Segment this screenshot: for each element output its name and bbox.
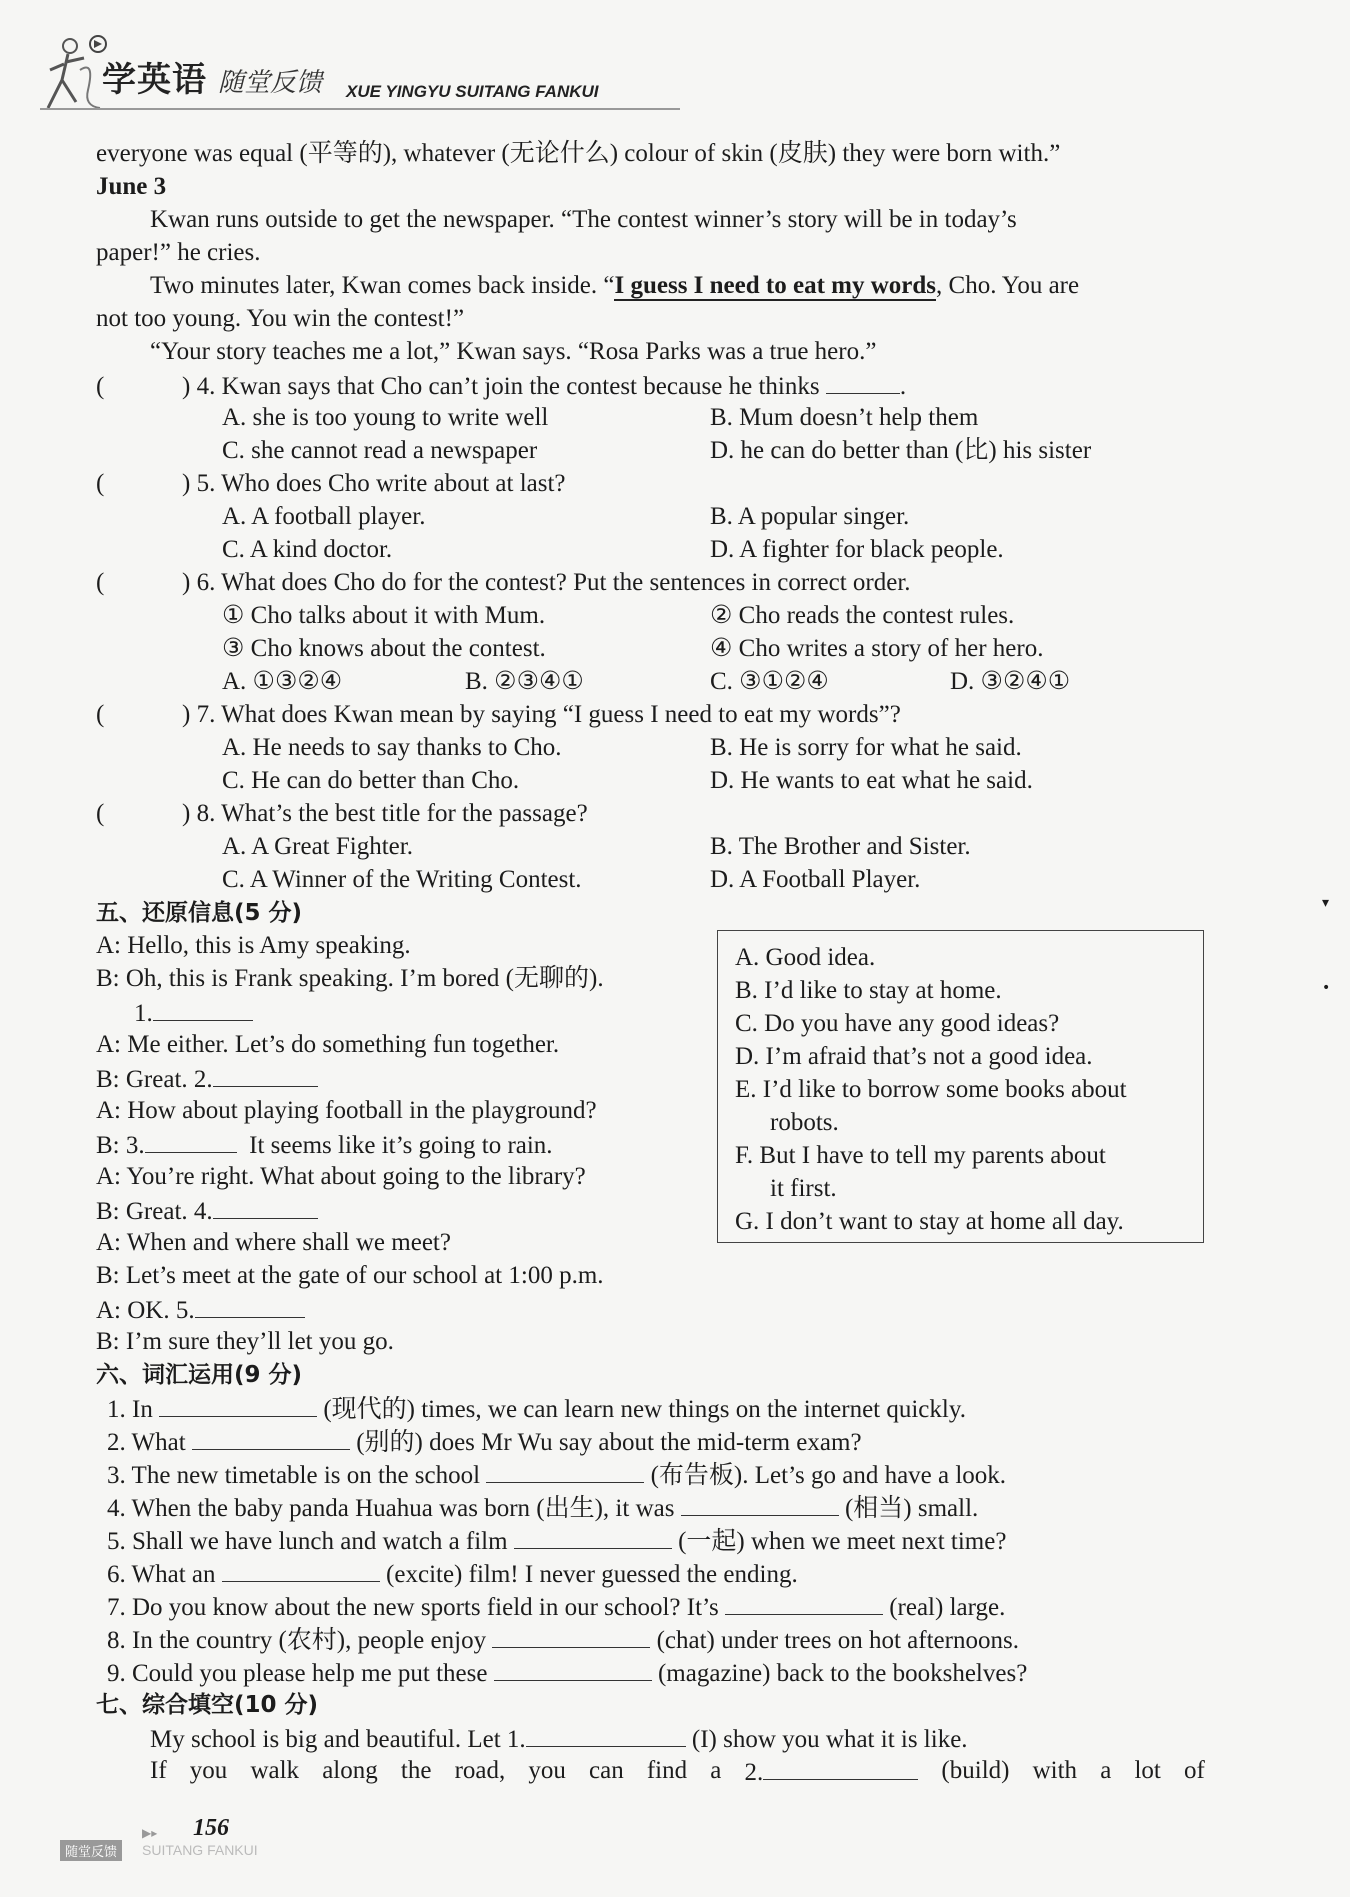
dialogue-line: B: Oh, this is Frank speaking. I’m bored (无聊的). <box>96 965 604 992</box>
option-item: G. I don’t want to stay at home all day. <box>735 1208 1124 1235</box>
dialogue-text: A: OK. 5. <box>96 1297 195 1324</box>
option-a: A. He needs to say thanks to Cho. <box>222 734 562 761</box>
cloze-line <box>150 1722 968 1756</box>
cloze-text: My school is big and beautiful. Let 1. <box>150 1726 526 1753</box>
option-d: D. A fighter for black people. <box>710 536 1004 563</box>
cloze-word: walk <box>250 1757 300 1784</box>
option-a: A. she is too young to write well <box>222 404 549 431</box>
option-a: A. A football player. <box>222 503 426 530</box>
cloze-word: you <box>189 1757 228 1784</box>
dialogue-text: B: Great. 4. <box>96 1198 213 1225</box>
cloze-word: a <box>710 1757 722 1784</box>
vocab-item-9 <box>107 1656 1027 1690</box>
cloze-word: you <box>528 1757 566 1784</box>
dialogue-line: A: Me either. Let’s do something fun together. <box>96 1031 560 1058</box>
option-c: C. He can do better than Cho. <box>222 767 520 794</box>
passage-line <box>150 270 1079 302</box>
option-b: B. ②③④① <box>465 668 584 695</box>
vocab-item-6 <box>107 1557 798 1591</box>
section-5-heading: 五、还原信息(5 分) <box>96 900 303 926</box>
item-text: 1. In <box>107 1396 153 1423</box>
footer-tag: 随堂反馈 <box>60 1840 122 1861</box>
item-text: (magazine) back to the bookshelves? <box>657 1660 1028 1687</box>
passage-line: Kwan runs outside to get the newspaper. “The contest winner’s story will be in today’s <box>150 206 1017 233</box>
option-a: A. A Great Fighter. <box>222 833 413 860</box>
question-stem: Kwan says that Cho can’t join the contest because he thinks <box>221 373 820 400</box>
dialogue-line: A: How about playing football in the playground? <box>96 1097 597 1124</box>
cloze-word: a <box>1100 1757 1112 1784</box>
item-text: (excite) film! I never guessed the ending. <box>386 1561 798 1588</box>
margin-mark: • <box>1322 980 1331 996</box>
answer-blank[interactable] <box>213 1062 318 1087</box>
cloze-word: with <box>1032 1757 1078 1784</box>
vocab-item-1 <box>107 1392 966 1426</box>
option-item-cont: robots. <box>770 1109 839 1136</box>
answer-blank[interactable] <box>192 1425 350 1450</box>
passage-line: paper!” he cries. <box>96 239 261 266</box>
question-6 <box>96 567 911 599</box>
item-text: (chat) under trees on hot afternoons. <box>656 1627 1019 1654</box>
item-text: (real) large. <box>889 1594 1006 1621</box>
option-item-cont: it first. <box>770 1175 837 1202</box>
dialogue-line: A: You’re right. What about going to the library? <box>96 1163 586 1190</box>
dialogue-blank-5 <box>96 1293 305 1327</box>
item-text: 3. The new timetable is on the school <box>107 1462 481 1489</box>
answer-blank[interactable] <box>681 1491 839 1516</box>
passage-date: June 3 <box>96 173 167 200</box>
question-stem: Who does Cho write about at last? <box>221 470 566 497</box>
blank-number: 1. <box>134 1000 153 1027</box>
answer-blank[interactable] <box>153 996 253 1021</box>
header-title-cn: 学英语 <box>102 60 207 100</box>
dialogue-line: A: When and where shall we meet? <box>96 1229 451 1256</box>
cloze-line <box>150 1755 1205 1789</box>
cloze-word: can <box>589 1757 624 1784</box>
cloze-word: lot <box>1134 1757 1161 1784</box>
passage-line: not too young. You win the contest!” <box>96 305 465 332</box>
option-b: B. A popular singer. <box>710 503 910 530</box>
cloze-blank-2 <box>745 1755 919 1789</box>
item-text: 2. What <box>107 1429 186 1456</box>
item-text: 5. Shall we have lunch and watch a film <box>107 1528 508 1555</box>
sentence-2: ② Cho reads the contest rules. <box>710 602 1015 629</box>
margin-mark: ▾ <box>1322 895 1330 911</box>
option-b: B. The Brother and Sister. <box>710 833 971 860</box>
question-8 <box>96 798 588 830</box>
item-text: 9. Could you please help me put these <box>107 1660 488 1687</box>
answer-blank[interactable] <box>486 1458 644 1483</box>
question-number: ) 5. <box>182 470 216 497</box>
question-4 <box>96 369 906 403</box>
sentence-3: ③ Cho knows about the contest. <box>222 635 546 662</box>
runner-logo-icon <box>40 30 110 120</box>
passage-text: Two minutes later, Kwan comes back inside. “ <box>150 272 615 299</box>
option-item: A. Good idea. <box>735 944 876 971</box>
answer-blank[interactable] <box>195 1293 305 1318</box>
option-c: C. ③①②④ <box>710 668 829 695</box>
dialogue-blank-2 <box>96 1062 318 1096</box>
answer-blank[interactable] <box>213 1194 318 1219</box>
option-c: C. A kind doctor. <box>222 536 393 563</box>
option-item: C. Do you have any good ideas? <box>735 1010 1060 1037</box>
item-text: (一起) when we meet next time? <box>678 1528 1007 1555</box>
dialogue-text: B: Great. 2. <box>96 1066 213 1093</box>
option-item: B. I’d like to stay at home. <box>735 977 1002 1004</box>
item-text: 7. Do you know about the new sports field in our school? It’s <box>107 1594 719 1621</box>
vocab-item-2 <box>107 1425 862 1459</box>
cloze-word: the <box>400 1757 432 1784</box>
vocab-item-5 <box>107 1524 1006 1558</box>
question-number: ) 6. <box>182 569 216 596</box>
header-subtitle-cn: 随堂反馈 <box>218 68 323 98</box>
question-number: ) 8. <box>182 800 216 827</box>
dialogue-line: B: Let’s meet at the gate of our school at 1:00 p.m. <box>96 1262 604 1289</box>
cloze-text: (I) show you what it is like. <box>691 1726 968 1753</box>
item-text: 6. What an <box>107 1561 216 1588</box>
header-logo <box>40 30 660 125</box>
answer-blank[interactable] <box>492 1623 650 1648</box>
page-arrow-icon: ▶▸ <box>142 1826 158 1840</box>
option-item: F. But I have to tell my parents about <box>735 1142 1106 1169</box>
cloze-word: of <box>1184 1757 1205 1784</box>
option-b: B. Mum doesn’t help them <box>710 404 979 431</box>
cloze-word: If <box>150 1757 167 1784</box>
question-7 <box>96 699 901 731</box>
header-title-en: XUE YINGYU SUITANG FANKUI <box>346 82 599 101</box>
question-5 <box>96 468 566 500</box>
option-b: B. He is sorry for what he said. <box>710 734 1022 761</box>
item-text: (别的) does Mr Wu say about the mid-term exam? <box>356 1429 862 1456</box>
header-rule <box>40 108 680 110</box>
section-6-heading: 六、词汇运用(9 分) <box>96 1362 303 1388</box>
item-text: (现代的) times, we can learn new things on the internet quickly. <box>323 1396 966 1423</box>
section-7-heading: 七、综合填空(10 分) <box>96 1692 319 1718</box>
answer-paren: ( <box>96 569 105 596</box>
dialogue-text: It seems like it’s going to rain. <box>249 1132 553 1159</box>
dialogue-line: B: I’m sure they’ll let you go. <box>96 1328 394 1355</box>
answer-blank[interactable] <box>159 1392 317 1417</box>
question-number: ) 7. <box>182 701 216 728</box>
vocab-item-7 <box>107 1590 1005 1624</box>
cloze-word: road, <box>454 1757 506 1784</box>
sentence-1: ① Cho talks about it with Mum. <box>222 602 546 629</box>
vocab-item-8 <box>107 1623 1019 1657</box>
answer-blank[interactable] <box>526 1722 686 1747</box>
question-number: ) 4. <box>182 373 216 400</box>
answer-blank[interactable] <box>826 369 900 394</box>
question-stem: What’s the best title for the passage? <box>221 800 588 827</box>
dialogue-text: B: 3. <box>96 1132 145 1159</box>
item-text: (布告板). Let’s go and have a look. <box>650 1462 1007 1489</box>
item-text: (相当) small. <box>844 1495 979 1522</box>
answer-paren: ( <box>96 373 105 400</box>
answer-blank[interactable] <box>763 1755 918 1780</box>
option-c: C. she cannot read a newspaper <box>222 437 538 464</box>
answer-blank[interactable] <box>725 1590 883 1615</box>
highlighted-phrase: I guess I need to eat my words <box>614 272 937 299</box>
footer-tag-en: SUITANG FANKUI <box>142 1842 258 1858</box>
answer-paren: ( <box>96 800 105 827</box>
dialogue-blank-1 <box>134 996 253 1030</box>
dialogue-blank-4 <box>96 1194 318 1228</box>
question-end: . <box>899 373 907 400</box>
option-c: C. A Winner of the Writing Contest. <box>222 866 582 893</box>
answer-blank[interactable] <box>145 1128 237 1153</box>
vocab-item-3 <box>107 1458 1006 1492</box>
option-d: D. he can do better than (比) his sister <box>710 437 1092 464</box>
question-stem: What does Kwan mean by saying “I guess I need to eat my words”? <box>221 701 901 728</box>
option-item: E. I’d like to borrow some books about <box>735 1076 1127 1103</box>
dialogue-blank-3 <box>96 1128 553 1162</box>
option-d: D. ③②④① <box>950 668 1071 695</box>
cloze-word: 2. <box>744 1759 764 1786</box>
question-stem: What does Cho do for the contest? Put the sentences in correct order. <box>221 569 911 596</box>
passage-line: everyone was equal (平等的), whatever (无论什么) colour of skin (皮肤) they were born with.” <box>96 140 1061 167</box>
answer-blank[interactable] <box>514 1524 672 1549</box>
answer-paren: ( <box>96 701 105 728</box>
option-a: A. ①③②④ <box>222 668 343 695</box>
answer-blank[interactable] <box>494 1656 652 1681</box>
page-number: 156 <box>193 1815 229 1841</box>
dialogue-line: A: Hello, this is Amy speaking. <box>96 932 411 959</box>
sentence-4: ④ Cho writes a story of her hero. <box>710 635 1044 662</box>
passage-line: “Your story teaches me a lot,” Kwan says. “Rosa Parks was a true hero.” <box>150 338 877 365</box>
cloze-word: (build) <box>941 1757 1010 1784</box>
cloze-word: along <box>322 1757 378 1784</box>
item-text: 8. In the country (农村), people enjoy <box>107 1627 487 1654</box>
passage-text: , Cho. You are <box>936 272 1080 299</box>
answer-blank[interactable] <box>222 1557 380 1582</box>
vocab-item-4 <box>107 1491 978 1525</box>
item-text: 4. When the baby panda Huahua was born (出生), it was <box>107 1495 675 1522</box>
option-item: D. I’m afraid that’s not a good idea. <box>735 1043 1093 1070</box>
option-d: D. A Football Player. <box>710 866 921 893</box>
answer-paren: ( <box>96 470 105 497</box>
option-d: D. He wants to eat what he said. <box>710 767 1033 794</box>
cloze-word: find <box>646 1757 688 1784</box>
